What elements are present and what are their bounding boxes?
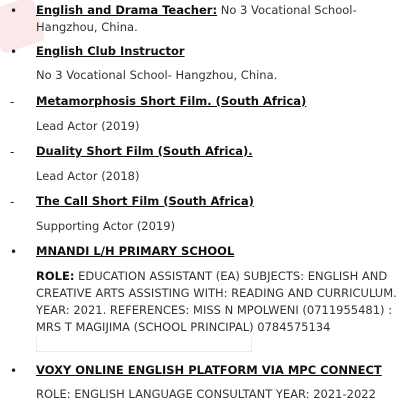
bullet-marker: •: [10, 245, 18, 259]
experience-heading: English and Drama Teacher:: [36, 3, 218, 17]
film-role: Lead Actor (2018): [36, 169, 140, 183]
film-heading: The Call Short Film (South Africa): [36, 194, 254, 208]
bullet-marker: •: [10, 4, 18, 18]
experience-heading: VOXY ONLINE ENGLISH PLATFORM VIA MPC CONNECT: [36, 363, 382, 377]
role-paragraph: [36, 268, 408, 336]
dash-marker: -: [10, 195, 15, 209]
role-label: ROLE:: [36, 269, 75, 283]
role-text: EDUCATION ASSISTANT (EA) SUBJECTS: ENGLISH AND CREATIVE ARTS ASSISTING WITH: READING AND CURRICULUM. YEAR: 2021. REFERENCES: MISS N MPOLWENI (0711955481) : MRS T MAGIJIMA (SCHOOL PRINCIPAL) 0784575134: [36, 269, 397, 334]
film-role: Supporting Actor (2019): [36, 219, 176, 233]
film-heading: Duality Short Film (South Africa).: [36, 144, 253, 158]
experience-heading: MNANDI L/H PRIMARY SCHOOL: [36, 244, 235, 258]
dash-marker: -: [10, 145, 15, 159]
bullet-marker: •: [10, 364, 18, 378]
divider-box: [36, 337, 252, 352]
experience-line: [36, 2, 408, 19]
experience-detail: ROLE: ENGLISH LANGUAGE CONSULTANT YEAR: 2021-2022: [36, 387, 376, 401]
film-heading: Metamorphosis Short Film. (South Africa): [36, 94, 307, 108]
dash-marker: -: [10, 95, 15, 109]
film-role: Lead Actor (2019): [36, 119, 140, 133]
experience-detail: No 3 Vocational School- Hangzhou, China.: [36, 68, 278, 82]
experience-heading: English Club Instructor: [36, 44, 185, 58]
experience-continuation: Hangzhou, China.: [36, 20, 138, 34]
bullet-marker: •: [10, 45, 18, 59]
experience-inline-text: No 3 Vocational School-: [217, 3, 357, 17]
